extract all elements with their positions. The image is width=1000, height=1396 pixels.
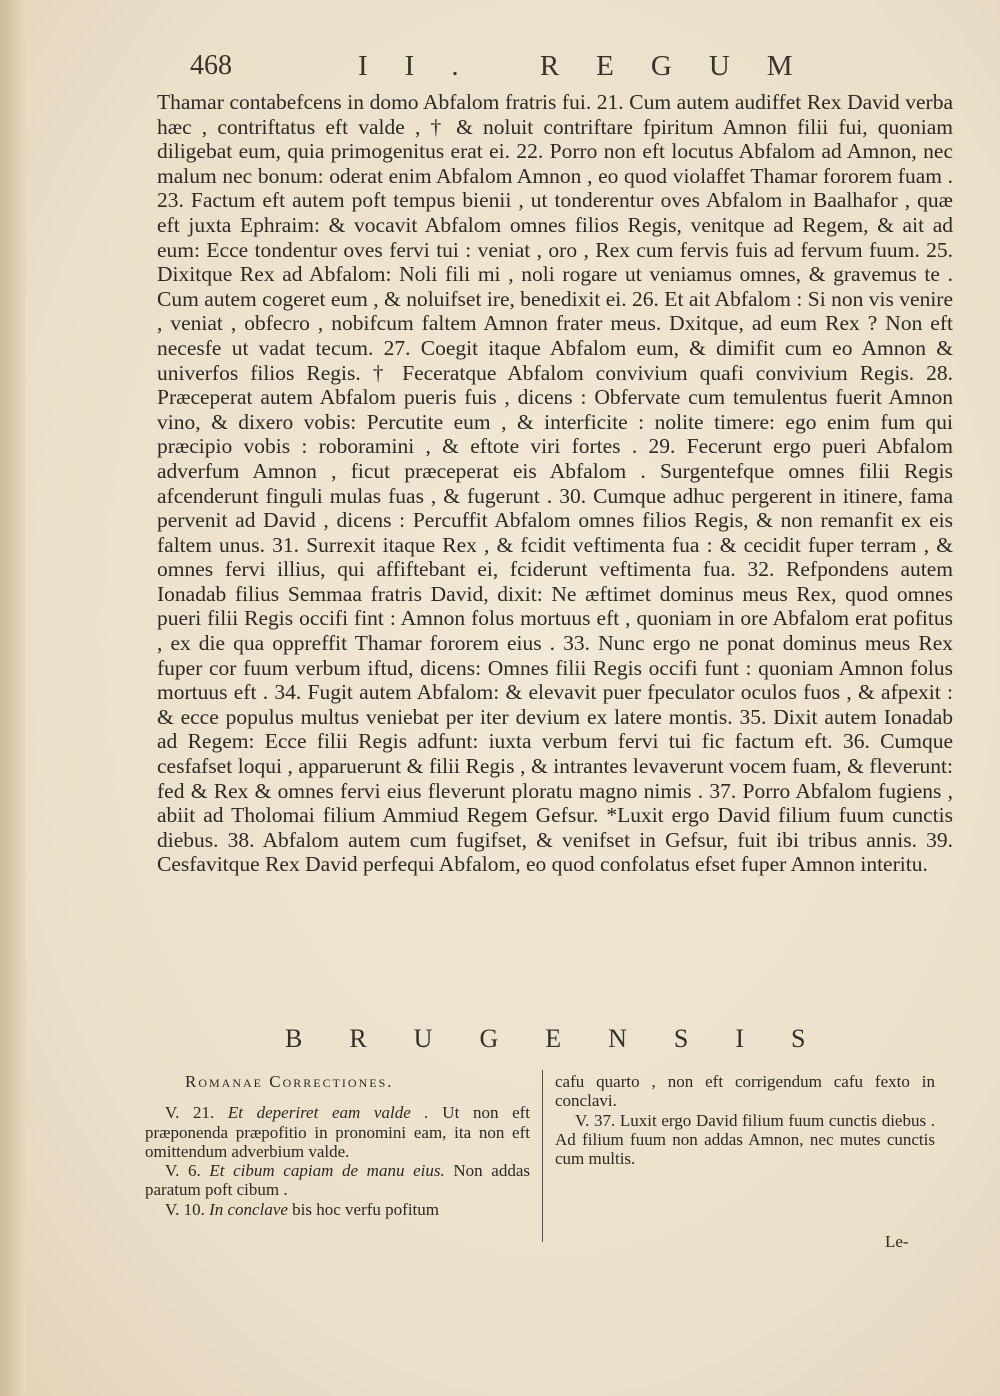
book-gutter: [0, 0, 26, 1396]
note-lemma: Et deperiret eam valde .: [227, 1103, 429, 1123]
main-text-block: [157, 90, 953, 877]
notes-heading: Romanae Correctiones.: [185, 1072, 394, 1091]
note-ref: V. 10.: [165, 1199, 205, 1219]
note-lemma: Et cibum capiam de manu eius.: [209, 1161, 445, 1181]
notes-left-column: [145, 1072, 530, 1219]
notes-right-column: [555, 1072, 935, 1168]
page-header: [190, 50, 830, 90]
note-text: Non addas paratum poft cibum .: [145, 1161, 530, 1200]
main-text-paragraph: Thamar contabefcens in domo Abfalom fratris fui. 21. Cum autem audiffet Rex David verba hæc , contriftatus eft valde , † & noluit contriftare fpiritum Amnon filii fui, quoniam diligebat eum, quia primogenitus erat ei. 22. Porro non eft locutus Abfalom ad Amnon, nec malum nec bonum: oderat enim Abfalom Amnon , eo quod violaffet Thamar fororem fuam . 23. Factum eft autem poft tempus bienii , ut tonderentur oves Abfalom in Baalhafor , quæ eft juxta Ephraim: & vocavit Abfalom omnes filios Regis, venitque ad Regem, & ait ad eum: Ecce tondentur oves fervi tui : veniat , oro , Rex cum fervis fuis ad fervum fuum. 25. Dixitque Rex ad Abfalom: Noli fili mi , noli rogare ut veniamus omnes, & gravemus te . Cum autem cogeret eum , & noluifset ire, benedixit ei. 26. Et ait Abfalom : Si non vis venire , veniat , obfecro , nobifcum faltem Amnon frater meus. Dxitque, ad eum Rex ? Non eft necesfe ut vadat tecum. 27. Coegit itaque Abfalom eum, & dimifit cum eo Amnon & univerfos filios Regis. † Feceratque Abfalom convivium quafi convivium Regis. 28. Præceperat autem Abfalom pueris fuis , dicens : Obfervate cum temulentus fuerit Amnon vino, & dixero vobis: Percutite eum , & interficite : nolite timere: ego enim fum qui præcipio vobis : roboramini , & eftote viri fortes . 29. Fecerunt ergo pueri Abfalom adverfum Amnon , ficut præceperat eis Abfalom . Surgentefque omnes filii Regis afcenderunt finguli mulas fuas , & fugerunt . 30. Cumque adhuc pergerent in itinere, fama pervenit ad David , dicens : Percuffit Abfalom omnes filios Regis, & non remanfit ex eis faltem unus. 31. Surrexit itaque Rex , & fcidit veftimenta fua : & cecidit fuper terram , & omnes fervi illius, qui affiftebant ei, fciderunt veftimenta fua. 32. Refpondens autem Ionadab filius Semmaa fratris David, dixit: Ne æftimet dominus meus Rex, quod omnes pueri filii Regis occifi fint : Amnon folus mortuus eft , quoniam in ore Abfalom erat pofitus , ex die qua oppreffit Thamar fororem eius . 33. Nunc ergo ne ponat dominus meus Rex fuper cor fuum verbum iftud, dicens: Omnes filii Regis occifi funt : quoniam Amnon folus mortuus eft . 34. Fugit autem Abfalom: & elevavit puer fpeculator oculos fuos , & afpexit : & ecce populus multus veniebat per iter devium ex latere montis. 35. Dixit autem Ionadab ad Regem: Ecce filii Regis adfunt: iuxta verbum fervi tui fic factum eft. 36. Cumque cesfafset loqui , apparuerunt & filii Regis , & intrantes levaverunt vocem fuam, & fleverunt: fed & Rex & omnes fervi eius fleverunt ploratu magno nimis . 37. Porro Abfalom fugiens , abiit ad Tholomai filium Ammiud Regem Gefsur. *Luxit ergo David filium fuum cunctis diebus. 38. Abfalom autem cum fugifset, & venifset in Gefsur, fuit ibi tribus annis. 39. Cesfavitque Rex David perfequi Abfalom, eo quod confolatus efset fuper Amnon interitu.: [157, 90, 953, 877]
note-ref: V. 21.: [165, 1103, 215, 1123]
note-text: cafu quarto , non eft corrigendum cafu fexto in conclavi.: [555, 1072, 935, 1111]
note: [555, 1072, 935, 1111]
note-text: Luxit ergo David filium fuum cunctis diebus . Ad filium fuum non addas Amnon, nec mutes cunctis cum multis.: [555, 1110, 935, 1169]
note: [555, 1111, 935, 1169]
catchword: Le-: [885, 1232, 909, 1251]
page-number: 468: [190, 50, 232, 81]
section-heading: BRUGENSIS: [285, 1024, 853, 1053]
column-divider: [542, 1070, 543, 1242]
note-ref: V. 37.: [575, 1110, 616, 1130]
note-text: Ut non eft præponenda præpofitio in pronomini eam, ita non eft omittendum adverbium valde.: [145, 1103, 531, 1161]
note-lemma: In conclave: [209, 1199, 288, 1219]
note: [145, 1103, 530, 1161]
note-text: bis hoc verfu pofitum: [292, 1199, 440, 1219]
note: [145, 1161, 530, 1200]
note: [145, 1200, 530, 1219]
note-ref: V. 6.: [165, 1161, 201, 1181]
running-title: II. REGUM: [358, 50, 830, 82]
